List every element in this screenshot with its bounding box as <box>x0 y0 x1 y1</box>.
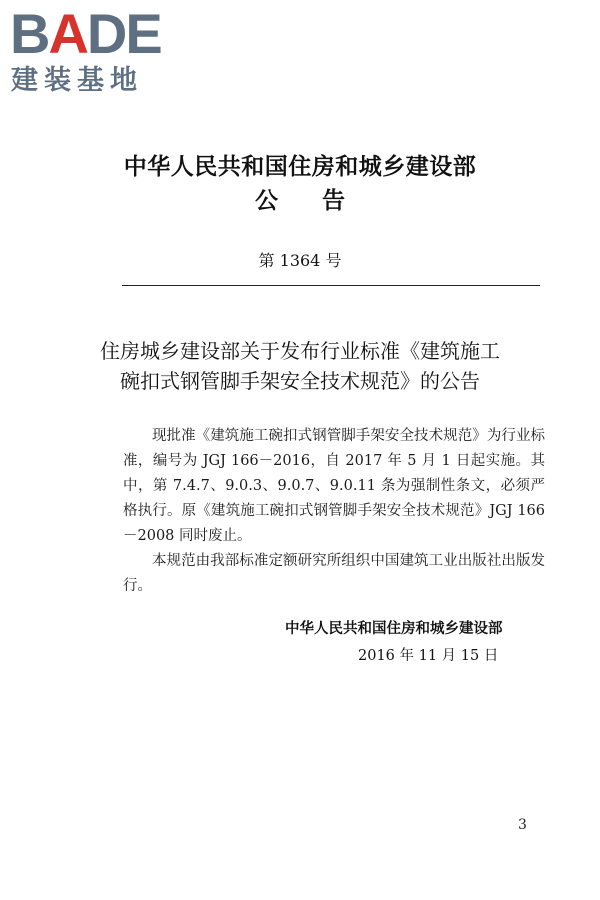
issuer-signature: 中华人民共和国住房和城乡建设部 <box>285 621 503 637</box>
subject-line-1: 住房城乡建设部关于发布行业标准《建筑施工 <box>100 339 500 363</box>
logo-subtitle: 建装基地 <box>11 65 143 96</box>
notice-title: 公告 <box>255 188 389 214</box>
logo-letter-b: B <box>10 2 49 65</box>
body-paragraph-1: 现批准《建筑施工碗扣式钢管脚手架安全技术规范》为行业标准，编号为 JGJ 166－2016，自 2017 年 5 月 1 日起实施。其中，第 7.4.7、9.0.3、9.0.7、9.0.11 条为强制性条文，必须严格执行。原《建筑施工碗扣式钢管脚手架安全技术规范》JGJ 166－2008 同时废止。 <box>123 428 545 544</box>
notice-number: 第 1364 号 <box>258 251 342 270</box>
logo-wordmark <box>10 2 161 65</box>
subject-line-2: 碗扣式钢管脚手架安全技术规范》的公告 <box>120 369 480 393</box>
announcement-body <box>123 424 545 599</box>
announcement-subject <box>0 336 600 396</box>
issue-date: 2016 年 11 月 15 日 <box>358 648 499 664</box>
bade-logo <box>10 2 190 98</box>
logo-letter-a-accent: A <box>48 2 87 65</box>
body-paragraph-2: 本规范由我部标准定额研究所组织中国建筑工业出版社出版发行。 <box>123 553 545 594</box>
ministry-heading: 中华人民共和国住房和城乡建设部 <box>123 154 477 180</box>
logo-letters-de: DE <box>86 2 161 65</box>
header-divider <box>122 285 540 286</box>
page-number: 3 <box>518 817 527 833</box>
